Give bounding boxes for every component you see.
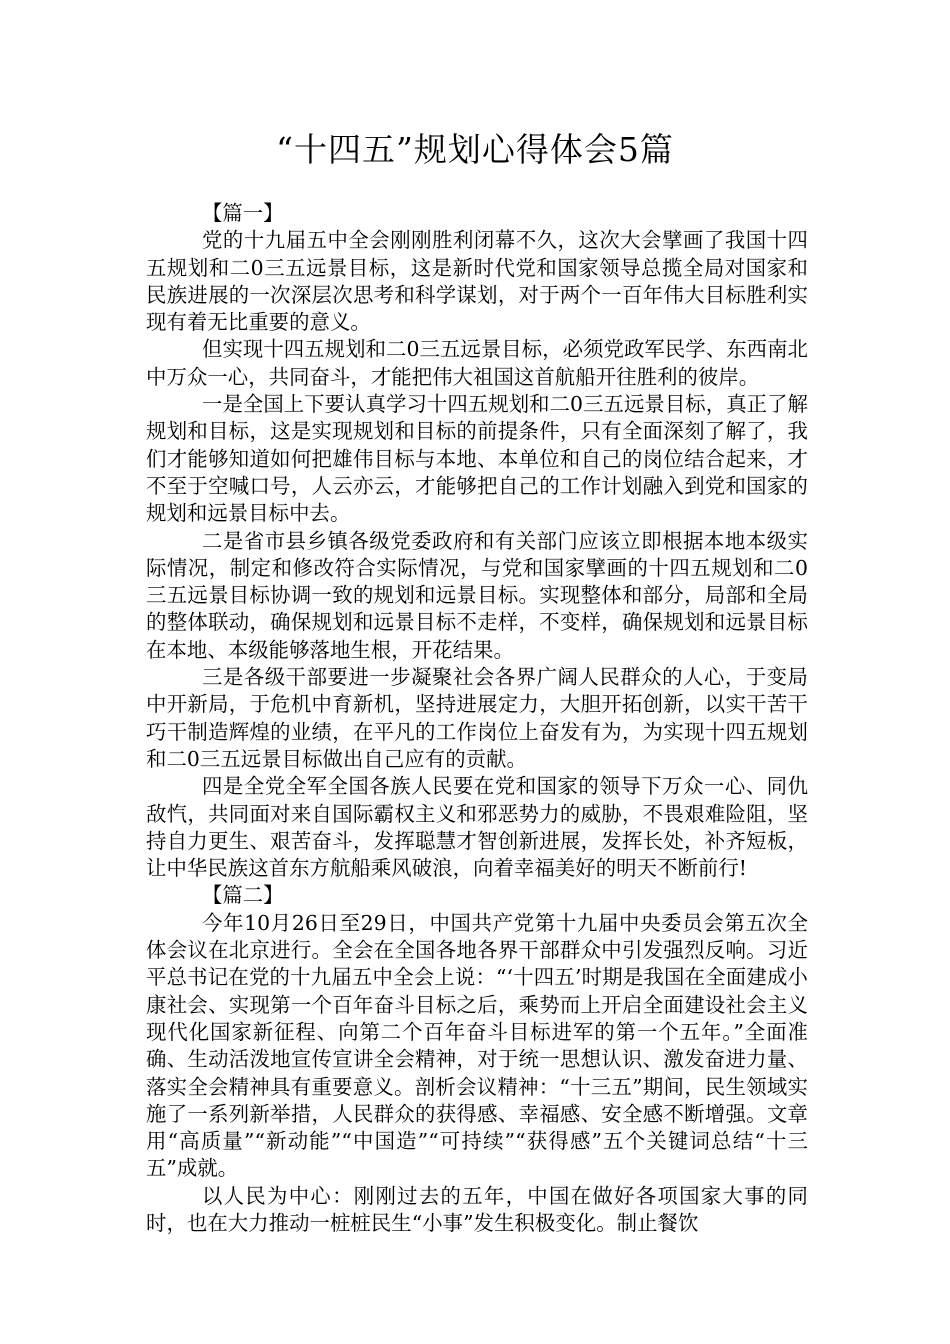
paragraph: 三是各级干部要进一步凝聚社会各界广阔人民群众的人心，于变局中开新局，于危机中育新机，坚持进展定力，大胆开拓创新，以实干苦干巧干制造辉煌的业绩，在平凡的工作岗位上奋发有为，为实现十四五规划和二0三五远景目标做出自己应有的贡献。 xyxy=(146,665,808,771)
paragraph: 以人民为中心：刚刚过去的五年，中国在做好各项国家大事的同时，也在大力推动一桩桩民生“小事”发生积极变化。制止餐饮 xyxy=(146,1183,808,1235)
paragraph: 一是全国上下要认真学习十四五规划和二0三五远景目标，真正了解规划和目标，这是实现规划和目标的前提条件，只有全面深刻了解了，我们才能够知道如何把雄伟目标与本地、本单位和自己的岗位结合起来，才不至于空喊口号，人云亦云，才能够把自己的工作计划融入到党和国家的规划和远景目标中去。 xyxy=(146,392,808,526)
paragraph: 党的十九届五中全会刚刚胜利闭幕不久，这次大会擘画了我国十四五规划和二0三五远景目标，这是新时代党和国家领导总揽全局对国家和民族进展的一次深层次思考和科学谋划，对于两个一百年伟大目标胜利实现有着无比重要的意义。 xyxy=(146,228,808,335)
paragraph: 今年10月26日至29日，中国共产党第十九届中央委员会第五次全体会议在北京进行。全会在全国各地各界干部群众中引发强烈反响。习近平总书记在党的十九届五中全会上说：“‘十四五’时期是我国在全面建成小康社会、实现第一个百年奋斗目标之后，乘势而上开启全面建设社会主义现代化国家新征程、向第二个百年奋斗目标进军的第一个五年。”全面准确、生动活泼地宣传宣讲全会精神，对于统一思想认识、激发奋进力量、落实全会精神具有重要意义。剖析会议精神：“十三五”期间，民生领域实施了一系列新举措，人民群众的获得感、幸福感、安全感不断增强。文章用“高质量”“新动能”“中国造”“可持续”“获得感”五个关键词总结“十三五”成就。 xyxy=(146,910,808,1181)
document-body xyxy=(146,200,808,1237)
section-heading: 【篇一】 xyxy=(202,201,284,225)
paragraph: 四是全党全军全国各族人民要在党和国家的领导下万众一心、同仇敌忾，共同面对来自国际霸权主义和邪恶势力的威胁，不畏艰难险阻，坚持自力更生、艰苦奋斗，发挥聪慧才智创新进展，发挥长处，补齐短板，让中华民族这首东方航船乘风破浪，向着幸福美好的明天不断前行! xyxy=(146,774,808,881)
section-heading: 【篇二】 xyxy=(202,883,284,908)
paragraph: 二是省市县乡镇各级党委政府和有关部门应该立即根据本地本级实际情况，制定和修改符合实际情况，与党和国家擘画的十四五规划和二0三五远景目标协调一致的规划和远景目标。实现整体和部分，局部和全局的整体联动，确保规划和远景目标不走样，不变样，确保规划和远景目标在本地、本级能够落地生根，开花结果。 xyxy=(146,528,808,662)
section-1 xyxy=(146,200,808,882)
paragraph: 但实现十四五规划和二0三五远景目标，必须党政军民学、东西南北中万众一心，共同奋斗，才能把伟大祖国这首航船开往胜利的彼岸。 xyxy=(146,337,808,389)
document-title: “十四五”规划心得体会5篇 xyxy=(276,130,674,169)
section-2 xyxy=(146,882,808,1237)
